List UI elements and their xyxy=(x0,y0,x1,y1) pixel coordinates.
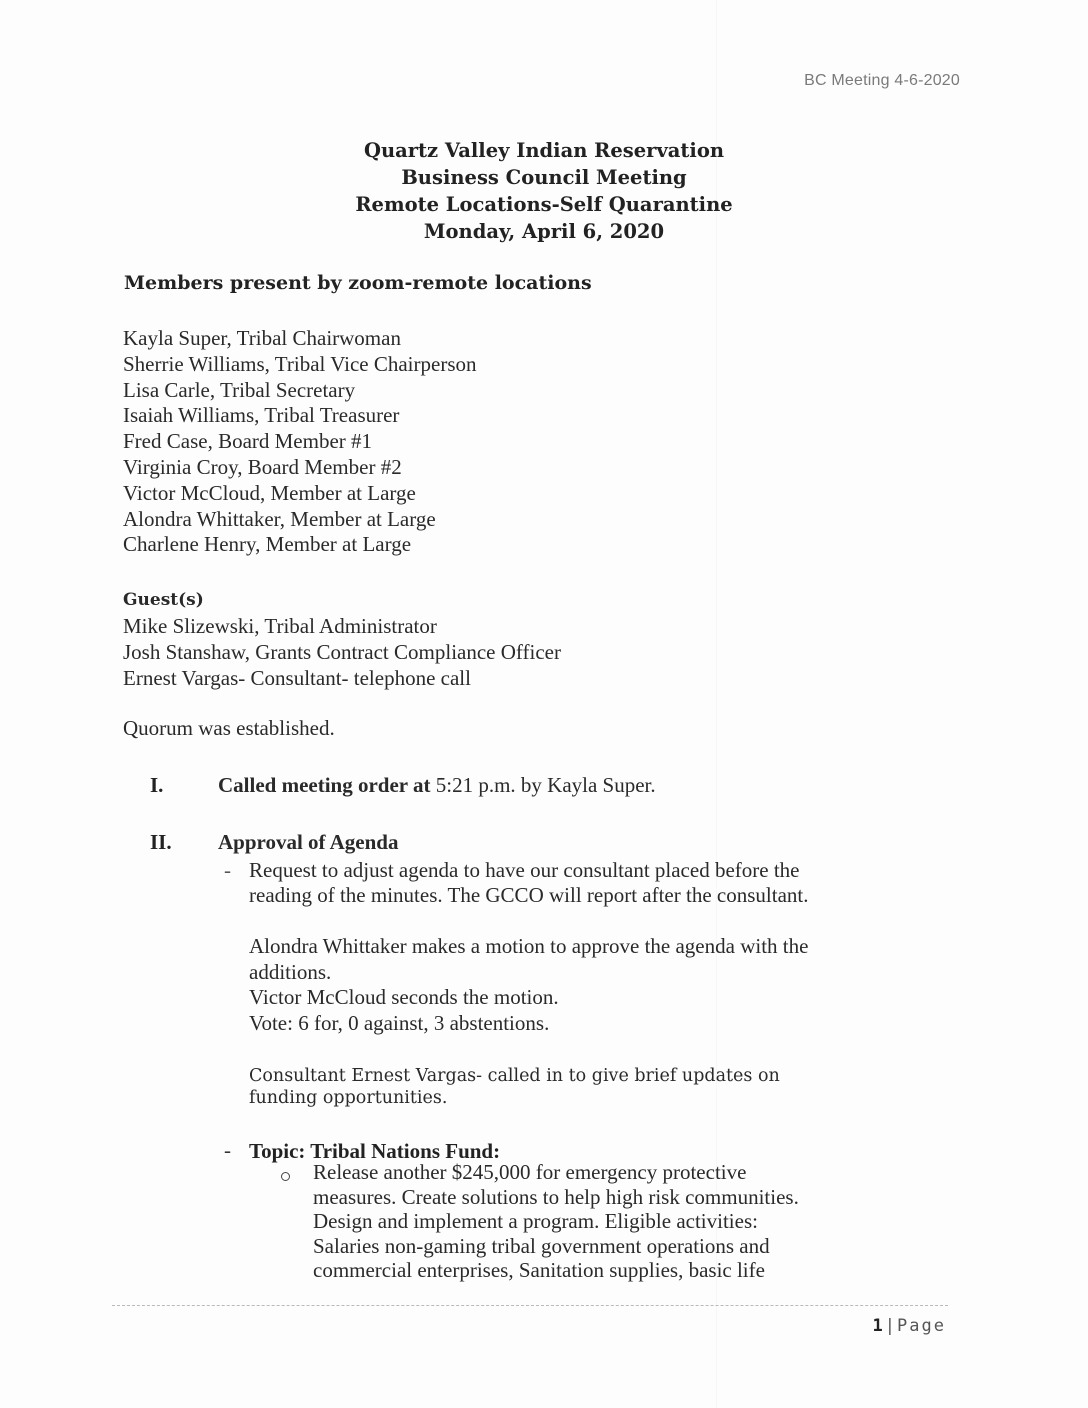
members-list xyxy=(123,326,477,558)
page-number xyxy=(873,1316,946,1336)
members-heading: Members present by zoom-remote locations xyxy=(124,272,592,294)
circle-bullet-icon xyxy=(281,1172,290,1181)
text-line: Release another $245,000 for emergency protective xyxy=(313,1160,747,1184)
document-title xyxy=(0,137,1088,245)
member-item: Kayla Super, Tribal Chairwoman xyxy=(123,326,401,350)
list-dash: - xyxy=(224,858,231,882)
member-item: Isaiah Williams, Tribal Treasurer xyxy=(123,403,400,428)
text-line: Design and implement a program. Eligible activities: xyxy=(313,1209,758,1233)
text-line: Consultant Ernest Vargas- called in to give brief updates on xyxy=(249,1066,780,1086)
topic-heading: Topic: Tribal Nations Fund: xyxy=(249,1139,501,1163)
agenda-motion xyxy=(249,934,808,1036)
title-line: Monday, April 6, 2020 xyxy=(423,220,665,243)
agenda-request xyxy=(249,858,808,908)
item-numeral: I. xyxy=(150,773,164,797)
list-dash: - xyxy=(224,1138,231,1162)
vote-result: Vote: 6 for, 0 against, 3 abstentions. xyxy=(249,1010,550,1035)
quorum-statement: Quorum was established. xyxy=(123,716,335,740)
page-separator: | xyxy=(884,1316,898,1336)
footer-divider xyxy=(112,1305,948,1306)
text-line: commercial enterprises, Sanitation supplies, basic life xyxy=(313,1258,765,1282)
guest-item: Mike Slizewski, Tribal Administrator xyxy=(123,614,437,638)
item-label: Called meeting order at xyxy=(218,773,431,797)
item-approval-of-agenda xyxy=(218,830,398,855)
guests-heading: Guest(s) xyxy=(123,590,204,610)
guest-item: Ernest Vargas- Consultant- telephone call xyxy=(123,666,471,690)
page-label: Page xyxy=(897,1316,946,1336)
member-item: Alondra Whittaker, Member at Large xyxy=(123,506,436,531)
text-line: reading of the minutes. The GCCO will report after the consultant. xyxy=(249,883,809,907)
member-item: Lisa Carle, Tribal Secretary xyxy=(123,377,356,402)
item-label: Approval of Agenda xyxy=(218,830,399,854)
text-line: additions. xyxy=(249,959,332,984)
text-line: Request to adjust agenda to have our consultant placed before the xyxy=(249,858,800,882)
title-line: Business Council Meeting xyxy=(401,166,687,189)
member-item: Virginia Croy, Board Member #2 xyxy=(123,454,402,479)
item-call-to-order xyxy=(218,773,656,798)
member-item: Fred Case, Board Member #1 xyxy=(123,429,373,454)
title-line: Quartz Valley Indian Reservation xyxy=(363,139,725,162)
topic-bullet xyxy=(313,1160,799,1283)
text-line: Alondra Whittaker makes a motion to approve the agenda with the xyxy=(249,934,809,958)
member-item: Victor McCloud, Member at Large xyxy=(123,480,416,505)
member-item: Sherrie Williams, Tribal Vice Chairperson xyxy=(123,351,477,376)
page-number-value: 1 xyxy=(872,1316,885,1336)
guest-item: Josh Stanshaw, Grants Contract Compliance Officer xyxy=(123,640,561,664)
consultant-note xyxy=(249,1065,780,1109)
item-numeral: II. xyxy=(150,830,172,854)
header-reference: BC Meeting 4-6-2020 xyxy=(804,72,960,89)
text-line: funding opportunities. xyxy=(249,1088,448,1108)
text-line: Salaries non-gaming tribal government operations and xyxy=(313,1233,770,1258)
guests-section xyxy=(123,590,561,691)
title-line: Remote Locations-Self Quarantine xyxy=(355,193,733,216)
text-line: Victor McCloud seconds the motion. xyxy=(249,985,559,1009)
member-item: Charlene Henry, Member at Large xyxy=(123,532,412,557)
text-line: measures. Create solutions to help high risk communities. xyxy=(313,1184,799,1209)
item-detail: 5:21 p.m. by Kayla Super. xyxy=(430,773,656,797)
